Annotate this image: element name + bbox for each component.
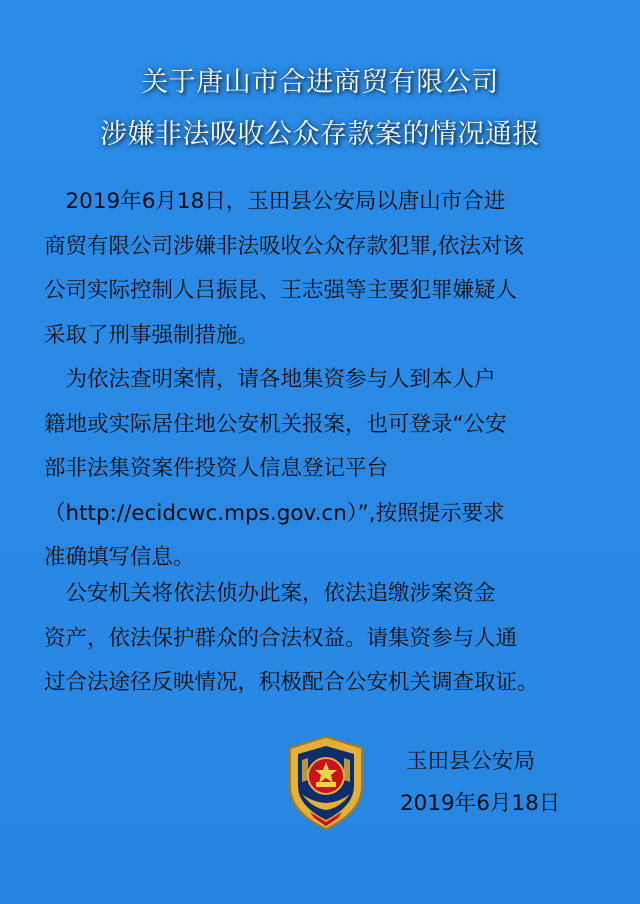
signature-date: 2019年6月18日 <box>400 791 561 816</box>
paragraph-investigation <box>44 572 604 706</box>
notice-title-line-2: 涉嫌非法吸收公众存款案的情况通报 <box>100 119 540 150</box>
paragraph-line: 为依法查明案情，请各地集资参与人到本人户 <box>44 367 496 392</box>
paragraph-line: 部非法集资案件投资人信息登记平台 <box>44 456 389 481</box>
police-emblem-icon <box>282 734 370 832</box>
paragraph-line: 准确填写信息。 <box>44 545 195 570</box>
paragraph-line: 2019年6月18日，玉田县公安局以唐山市合进 <box>44 189 506 214</box>
paragraph-line-url: （http://ecidcwc.mps.gov.cn）”,按照提示要求 <box>44 500 505 526</box>
paragraph-line: 籍地或实际居住地公安机关报案，也可登录“公安 <box>44 411 507 437</box>
paragraph-line: 公司实际控制人吕振昆、王志强等主要犯罪嫌疑人 <box>44 278 518 303</box>
paragraph-arrest <box>44 180 604 358</box>
paragraph-report-instructions <box>44 358 604 581</box>
paragraph-line: 商贸有限公司涉嫌非法吸收公众存款犯罪,依法对该 <box>44 233 524 259</box>
notice-title-line-1: 关于唐山市合进商贸有限公司 <box>141 67 499 98</box>
paragraph-line: 过合法途径反映情况，积极配合公安机关调查取证。 <box>44 670 539 695</box>
paragraph-line: 采取了刑事强制措施。 <box>44 322 260 348</box>
paragraph-line: 公安机关将依法侦办此案，依法追缴涉案资金 <box>44 581 496 606</box>
signature-organization: 玉田县公安局 <box>406 749 536 774</box>
paragraph-line: 资产，依法保护群众的合法权益。请集资参与人通 <box>44 625 518 651</box>
